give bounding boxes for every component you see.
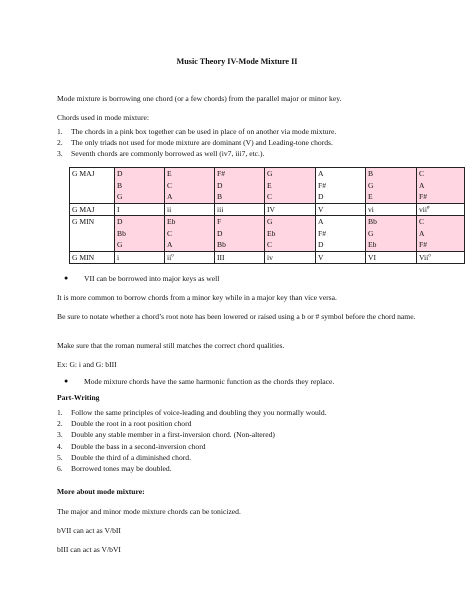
roman-numeral-cell: i [115, 251, 165, 264]
list-item: 2. The only triads not used for mode mixture are dominant (V) and Leading-tone chords. [57, 138, 333, 148]
borrow-bullet-list [62, 274, 422, 283]
chord-notes-cell: G Eb C [265, 216, 316, 252]
list-item: 4. Double the bass in a second-inversion chord [57, 441, 206, 451]
row-label: G MAJ [70, 203, 115, 216]
chord-notes-cell: F D Bb [215, 216, 265, 252]
list-item: 1. Follow the same principles of voice-leading and doubling they you normally would. [57, 408, 327, 417]
tonicized-paragraph: The major and minor mode mixture chords can be tonicized. [57, 507, 241, 516]
bvii-paragraph: bVII can act as V/bII [57, 526, 121, 535]
chord-notes-cell: G E C [265, 168, 316, 204]
row-label: G MIN [70, 251, 115, 264]
roman-numeral-row [70, 251, 465, 264]
row-label: G MAJ [70, 168, 115, 204]
chord-notes-row [70, 168, 465, 204]
roman-numeral-cell: Vii$^o$ [417, 251, 465, 264]
roman-numeral-cell: iii [215, 203, 265, 216]
list-item: 3. Double any stable member in a first-inversion chord. (Non-altered) [57, 430, 275, 440]
roman-numeral-row [70, 203, 465, 216]
chord-notes-cell: D B G [115, 168, 165, 204]
part-writing-heading: Part-Writing [57, 393, 100, 402]
chord-quality-superscript: o [428, 252, 431, 258]
roman-numeral-cell: ii [165, 203, 215, 216]
chord-notes-cell: B G E [366, 168, 417, 204]
list-item: 3. Seventh chords are commonly borrowed as well (iv7, iii7, etc.). [57, 149, 265, 159]
paragraph-notate: Be sure to notate whether a chord’s root note has been lowered or raised using a b or # symbol before the chord name. [57, 312, 416, 321]
roman-numeral-cell: $ii^o$ [165, 251, 215, 264]
row-label: G MIN [70, 216, 115, 252]
biii-paragraph: bIII can act as V/bVI [57, 545, 121, 554]
chord-notes-row [70, 216, 465, 252]
intro-paragraph: Mode mixture is borrowing one chord (or a few chords) from the parallel major or minor key. [57, 94, 342, 103]
roman-numeral-cell: vi [366, 203, 417, 216]
chord-notes-cell: D Bb G [115, 216, 165, 252]
roman-numeral-cell: V [316, 203, 366, 216]
roman-numeral-cell: IV [265, 203, 316, 216]
chord-quality-superscript: o [171, 252, 174, 258]
chord-notes-cell: C A F# [417, 168, 465, 204]
roman-numeral-cell: vii$^ø$ [417, 203, 465, 216]
chord-notes-cell: E C A [165, 168, 215, 204]
paragraph-more-common: It is more common to borrow chords from a minor key while in a major key than vice versa. [57, 293, 337, 302]
list-item: 6. Borrowed tones may be doubled. [57, 463, 172, 473]
list-item: 2. Double the root in a root position chord [57, 419, 192, 429]
list-item: ● VII can be borrowed into major keys as well [64, 274, 220, 283]
chord-notes-cell: A F# D [316, 168, 366, 204]
page-title: Music Theory IV-Mode Mixture II [176, 57, 298, 66]
roman-numeral-cell: III [215, 251, 265, 264]
chord-rules-list [57, 127, 423, 161]
part-writing-list [57, 408, 423, 475]
roman-numeral-cell: iv [265, 251, 316, 264]
roman-numeral-cell: VI [366, 251, 417, 264]
more-about-heading: More about mode mixture: [57, 487, 145, 496]
chord-table [69, 167, 465, 264]
example-text: Ex: G: i and G: bIII [57, 360, 117, 369]
chords-heading: Chords used in mode mixture: [57, 113, 149, 122]
paragraph-roman-numeral: Make sure that the roman numeral still matches the correct chord qualities. [57, 341, 285, 350]
chord-notes-cell: Bb G Eb [366, 216, 417, 252]
roman-numeral-cell: I [115, 203, 165, 216]
chord-quality-superscript: ø [427, 204, 430, 210]
chord-notes-cell: Eb C A [165, 216, 215, 252]
function-bullet-list [62, 377, 422, 386]
list-item: 1. The chords in a pink box together can be used in place of on another via mode mixture. [57, 127, 337, 136]
chord-notes-cell: F# D B [215, 168, 265, 204]
roman-numeral-cell: V [316, 251, 366, 264]
chord-notes-cell: C A F# [417, 216, 465, 252]
list-item: 5. Double the third of a diminished chord. [57, 452, 191, 462]
list-item: ● Mode mixture chords have the same harmonic function as the chords they replace. [64, 377, 335, 386]
chord-notes-cell: A F# D [316, 216, 366, 252]
